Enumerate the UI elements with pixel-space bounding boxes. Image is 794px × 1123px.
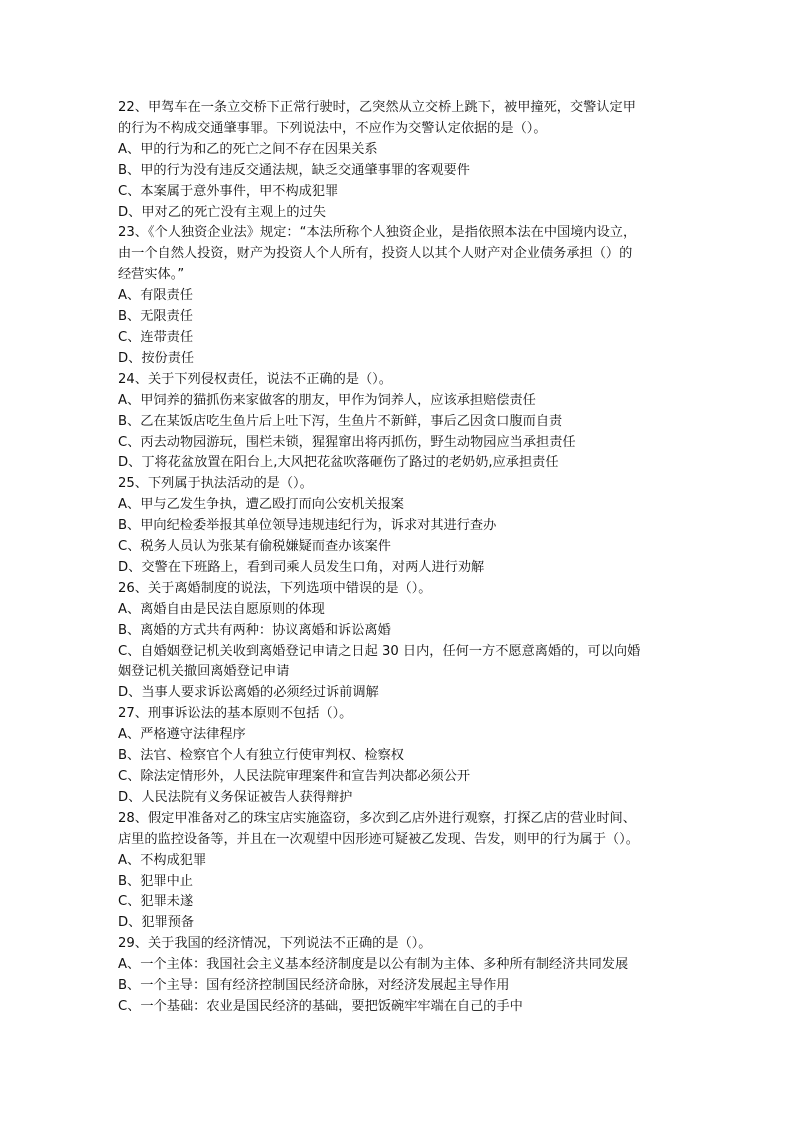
q23-option-b: B、无限责任 (118, 309, 193, 325)
q29-option-c: C、一个基础：农业是国民经济的基础，要把饭碗牢牢端在自己的手中 (118, 998, 523, 1014)
q22-option-a: A、甲的行为和乙的死亡之间不存在因果关系 (118, 141, 378, 157)
q23-stem-line-3: 经营实体。” (118, 267, 185, 283)
q23-option-c: C、连带责任 (118, 329, 194, 345)
q23-option-a: A、有限责任 (118, 288, 193, 304)
q24-option-c: C、丙去动物园游玩，围栏未锁，猩猩窜出将丙抓伤，野生动物园应当承担责任 (118, 434, 576, 450)
q25-option-a: A、甲与乙发生争执，遭乙殴打而向公安机关报案 (118, 497, 404, 513)
q28-stem-line-2: 店里的监控设备等，并且在一次观望中因形迹可疑被乙发现、告发，则甲的行为属于（）。 (118, 831, 639, 847)
q24-option-a: A、甲饲养的猫抓伤来家做客的朋友，甲作为饲养人，应该承担赔偿责任 (118, 392, 536, 408)
q24-stem-line-1: 24、关于下列侵权责任，说法不正确的是（）。 (118, 371, 392, 387)
q29-stem-line-1: 29、关于我国的经济情况，下列说法不正确的是（）。 (118, 936, 432, 952)
q25-option-d: D、交警在下班路上，看到司乘人员发生口角，对两人进行劝解 (118, 559, 485, 575)
q23-stem-line-1: 23、《个人独资企业法》规定：“本法所称个人独资企业，是指依照本法在中国境内设立， (118, 225, 637, 241)
q22-stem-line-2: 的行为不构成交通肇事罪。下列说法中，不应作为交警认定依据的是（）。 (118, 120, 547, 136)
q25-option-b: B、甲向纪检委举报其单位领导违规违纪行为，诉求对其进行查办 (118, 518, 497, 534)
q29-option-a: A、一个主体：我国社会主义基本经济制度是以公有制为主体、多种所有制经济共同发展 (118, 957, 629, 973)
q22-option-c: C、本案属于意外事件，甲不构成犯罪 (118, 183, 339, 199)
q25-stem-line-1: 25、下列属于执法活动的是（）。 (118, 476, 313, 492)
q28-stem-line-1: 28、假定甲准备对乙的珠宝店实施盗窃，多次到乙店外进行观察，打探乙店的营业时间、 (118, 810, 636, 826)
q25-option-c: C、税务人员认为张某有偷税嫌疑而查办该案件 (118, 539, 391, 555)
q23-option-d: D、按份责任 (118, 350, 195, 366)
q27-option-d: D、人民法院有义务保证被告人获得辩护 (118, 789, 353, 805)
q22-stem-line-1: 22、甲驾车在一条立交桥下正常行驶时，乙突然从立交桥上跳下，被甲撞死，交警认定甲 (118, 100, 636, 115)
q28-option-b: B、犯罪中止 (118, 873, 193, 889)
q24-option-d: D、丁将花盆放置在阳台上,大风把花盆吹落砸伤了路过的老奶奶,应承担责任 (118, 455, 559, 471)
q26-option-a: A、离婚自由是民法自愿原则的体现 (118, 601, 325, 617)
q24-option-b: B、乙在某饭店吃生鱼片后上吐下泻，生鱼片不新鲜，事后乙因贪口腹而自责 (118, 413, 563, 429)
q22-option-d: D、甲对乙的死亡没有主观上的过失 (118, 204, 326, 220)
q26-option-b: B、离婚的方式共有两种：协议离婚和诉讼离婚 (118, 622, 391, 638)
q27-stem-line-1: 27、刑事诉讼法的基本原则不包括（）。 (118, 706, 353, 722)
q23-stem-line-2: 由一个自然人投资，财产为投资人个人所有，投资人以其个人财产对企业债务承担（）的 (118, 246, 633, 262)
q22-option-b: B、甲的行为没有违反交通法规，缺乏交通肇事罪的客观要件 (118, 162, 470, 178)
q28-option-c: C、犯罪未遂 (118, 894, 194, 910)
q27-option-b: B、法官、检察官个人有独立行使审判权、检察权 (118, 748, 404, 764)
q28-option-d: D、犯罪预备 (118, 915, 195, 931)
q28-option-a: A、不构成犯罪 (118, 852, 207, 868)
q27-option-c: C、除法定情形外，人民法院审理案件和宣告判决都必须公开 (118, 769, 471, 784)
question-list (118, 98, 678, 1018)
q27-option-a: A、严格遵守法律程序 (118, 727, 246, 743)
q26-option-c-line-2: 姻登记机关撤回离婚登记申请 (118, 664, 290, 680)
q29-option-b: B、一个主导：国有经济控制国民经济命脉，对经济发展起主导作用 (118, 978, 510, 994)
q26-option-c-line-1: C、自婚姻登记机关收到离婚登记申请之日起 30 日内，任何一方不愿意离婚的，可以向婚 (118, 643, 641, 659)
q26-option-d: D、当事人要求诉讼离婚的必须经过诉前调解 (118, 685, 379, 701)
q26-stem-line-1: 26、关于离婚制度的说法，下列选项中错误的是（）。 (118, 580, 432, 596)
